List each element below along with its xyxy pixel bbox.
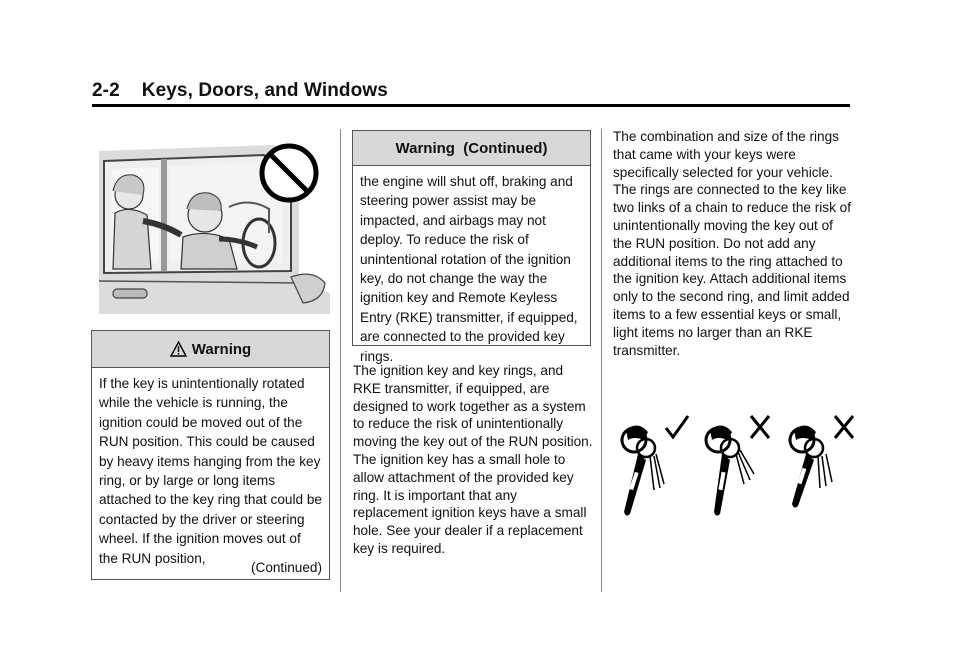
key-group-correct [616, 410, 696, 520]
warning-body: If the key is unintentionally rotated while the vehicle is running, the ignition could be moved out of the RUN position. This could be caused by heavy items hanging from the key ring, or by large or long items attached to the key ring that could be contacted by the driver or steering wheel. If the ignition moves out of the RUN position, [99, 376, 322, 566]
page-title: Keys, Doors, and Windows [141, 80, 388, 101]
warning-continued-title: Warning (Continued) [395, 139, 548, 157]
warning-continued-body: the engine will shut off, braking and steering power assist may be impacted, and airbags may not deploy. To reduce the risk of unintentional rotation of the ignition key, do not change the way the ignition key and Remote Keyless Entry (RKE) transmitter, if equipped, are connected to the provided key rings. [360, 174, 578, 364]
key-rings-paragraph: The combination and size of the rings that came with your keys were specifically selected for your vehicle. The rings are connected to the key like two links of a chain to reduce the risk of unintentionally moving the key out of the RUN position. Do not add any additional items to the ring attached to the ignition key. Attach additional items only to the second ring, and limit added items to a few essential keys or small, light items no larger than an RKE transmitter. [613, 129, 852, 358]
checkmark-icon [664, 414, 690, 440]
key-ring-illustration [612, 410, 852, 560]
warning-continued-header [353, 131, 590, 166]
ignition-key-paragraph: The ignition key and key rings, and RKE transmitter, if equipped, are designed to work together as a system to reduce the risk of unintentionally moving the key out of the RUN position. The ignition key has a small hole to allow attachment of the provided key ring. It is important that any replacement ignition keys have a small hole. See your dealer if a replacement key is required. [353, 363, 593, 556]
warning-box [91, 330, 330, 580]
cross-mark-icon [748, 414, 772, 440]
page-header [92, 80, 388, 102]
page-number: 2-2 [92, 80, 120, 101]
warning-title: Warning [191, 340, 252, 358]
warning-continued-box [352, 130, 591, 364]
key-group-incorrect-1 [700, 410, 780, 520]
prohibition-icon [262, 146, 316, 200]
cross-mark-icon [832, 414, 856, 440]
warning-header [92, 331, 329, 368]
children-in-car-illustration [99, 143, 330, 314]
warning-triangle-icon [170, 341, 187, 357]
header-rule [92, 104, 850, 107]
continued-label: (Continued) [250, 560, 322, 575]
column-divider-right [601, 129, 602, 592]
column-divider-left [340, 129, 341, 592]
key-group-incorrect-2 [784, 410, 864, 520]
